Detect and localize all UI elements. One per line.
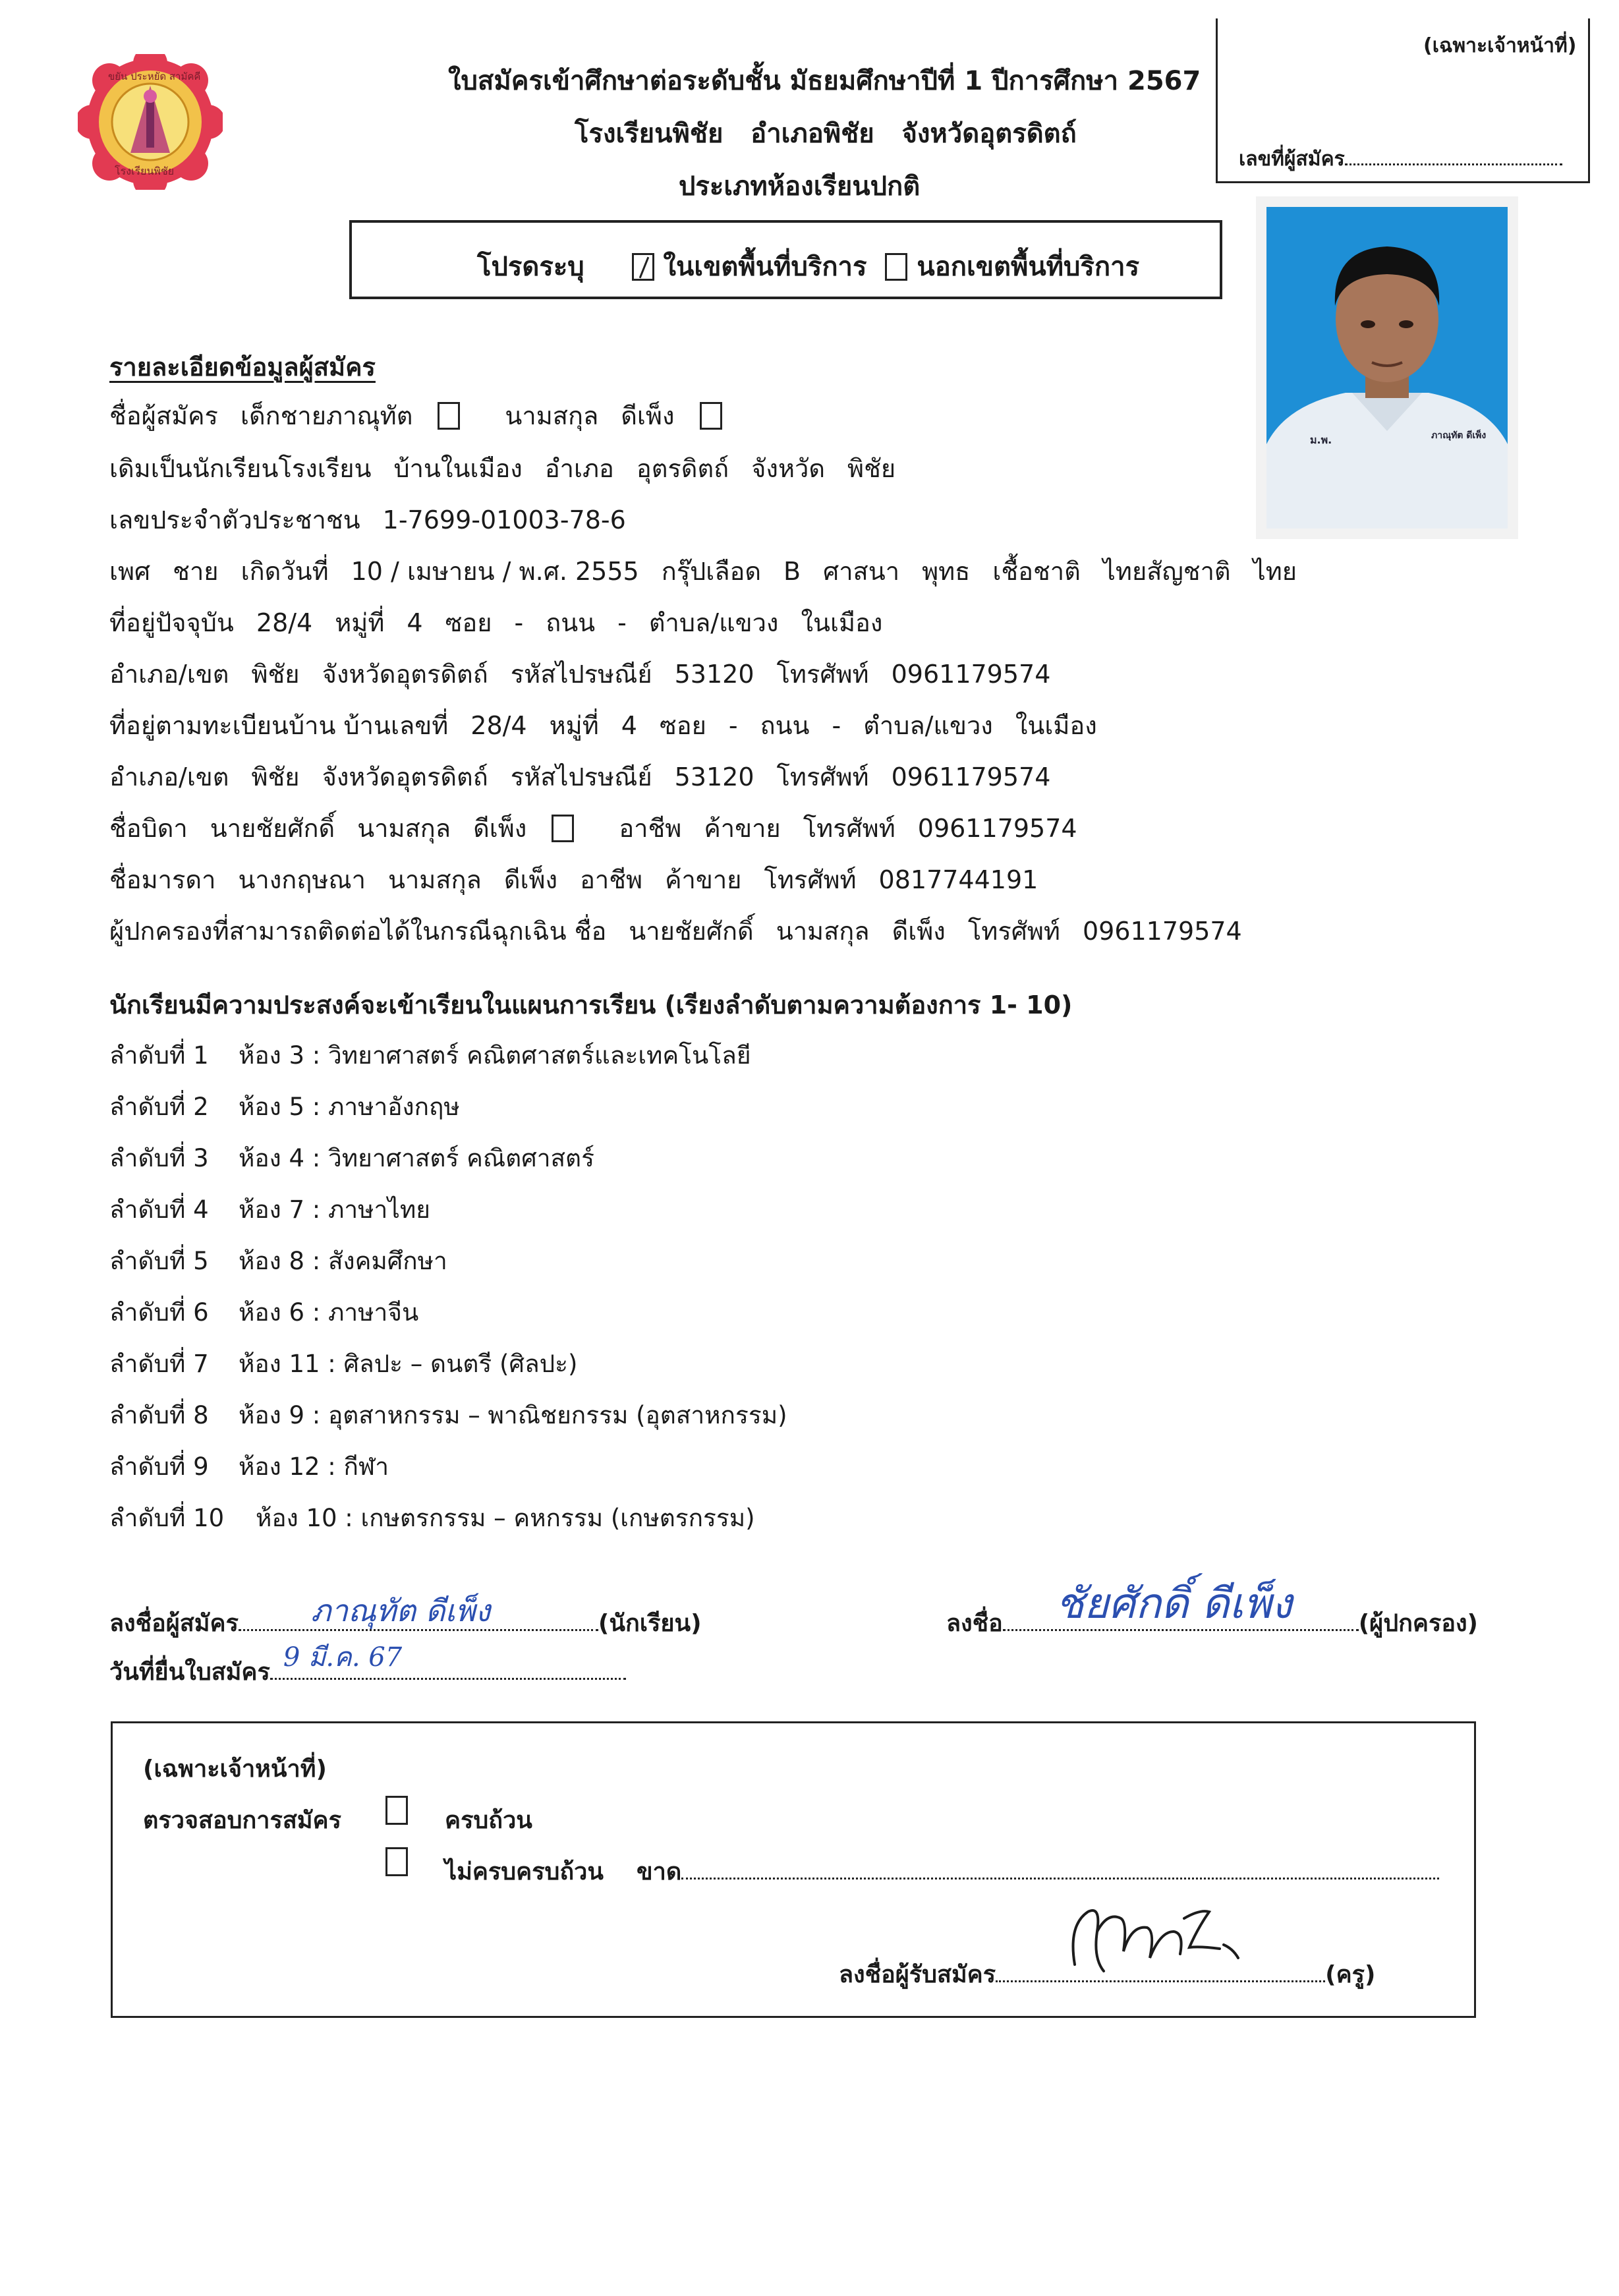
father-surname-label: นามสกุล	[357, 814, 451, 843]
row-father	[109, 808, 1100, 848]
guardian-signature-line[interactable]	[946, 1580, 1478, 1642]
applicant-number[interactable]	[1239, 144, 1562, 175]
preference-rank: ลำดับที่ 7	[109, 1350, 209, 1378]
details-heading: รายละเอียดข้อมูลผู้สมัคร	[109, 353, 376, 382]
father-label: ชื่อบิดา	[109, 814, 188, 843]
preference-room: ห้อง 5 : ภาษาอังกฤษ	[239, 1093, 460, 1121]
submit-date-line[interactable]	[109, 1642, 626, 1690]
id-value: 1-7699-01003-78-6	[382, 505, 626, 534]
row-mother	[109, 859, 1060, 900]
mother-surname: ดีเพ็ง	[503, 865, 558, 894]
prev-province-label: จังหวัด	[751, 454, 826, 483]
receiver-role: (ครู)	[1325, 1961, 1376, 1988]
id-label: เลขประจำตัวประชาชน	[109, 505, 360, 534]
reg-phone-value: 0961179574	[891, 762, 1051, 791]
applicant-signature-label: ลงชื่อผู้สมัคร	[109, 1610, 239, 1637]
applicant-role: (นักเรียน)	[598, 1610, 702, 1637]
phone-value: 0961179574	[891, 660, 1051, 689]
preference-rank: ลำดับที่ 6	[109, 1298, 209, 1327]
incomplete-label: ไม่ครบครบถ้วน	[445, 1858, 604, 1885]
area-prompt: โปรดระบุ	[477, 252, 584, 282]
receiver-handwritten-signature	[1068, 1885, 1246, 1984]
row-prev-school	[109, 448, 918, 488]
out-area-label: นอกเขตพื้นที่บริการ	[917, 252, 1140, 282]
guardian-name: นายชัยศักดิ์	[629, 917, 754, 946]
preference-item	[109, 1344, 577, 1383]
father-phone-label: โทรศัพท์	[803, 814, 895, 843]
reg-addr-no: 28/4	[470, 711, 527, 740]
row-name	[109, 395, 745, 436]
row-current-address	[109, 602, 905, 643]
in-area-checkbox[interactable]	[632, 253, 654, 281]
receiver-signature-line[interactable]	[839, 1955, 1375, 1993]
staff-box	[111, 1721, 1476, 2018]
in-area-label: ในเขตพื้นที่บริการ	[663, 252, 867, 282]
preference-item	[109, 1242, 447, 1280]
reg-soi-value: -	[728, 711, 738, 740]
preference-item	[109, 1139, 594, 1178]
preference-room: ห้อง 9 : อุตสาหกรรม – พาณิชยกรรม (อุตสาหกรรม)	[239, 1401, 787, 1429]
logo-text-bottom: โรงเรียนพิชัย	[115, 165, 175, 177]
name-value: เด็กชายภาณุทัต	[240, 401, 413, 430]
guardian-role: (ผู้ปกครอง)	[1358, 1610, 1478, 1637]
sex-label: เพศ	[109, 557, 151, 586]
receiver-signature-label: ลงชื่อผู้รับสมัคร	[839, 1961, 996, 1988]
mother-occupation: ค้าขาย	[665, 865, 742, 894]
father-name: นายชัยศักดิ์	[210, 814, 335, 843]
prev-school-label: เดิมเป็นนักเรียนโรงเรียน	[109, 454, 372, 483]
photo-badge-left: ม.พ.	[1310, 434, 1332, 446]
check-application-label: ตรวจสอบการสมัคร	[143, 1807, 341, 1834]
reg-postcode-label: รหัสไปรษณีย์	[510, 762, 652, 791]
birth-value: 10 / เมษายน / พ.ศ. 2555	[351, 557, 639, 586]
preference-rank: ลำดับที่ 2	[109, 1093, 209, 1121]
name-label: ชื่อผู้สมัคร	[109, 401, 218, 430]
addr-no: 28/4	[256, 608, 313, 637]
preference-item	[109, 1447, 389, 1486]
reg-road-value: -	[832, 711, 841, 740]
school-line: โรงเรียนพิชัย อำเภอพิชัย จังหวัดอุตรดิตถ์	[575, 119, 1077, 149]
applicant-number-label: เลขที่ผู้สมัคร	[1239, 148, 1345, 171]
name-checkbox[interactable]	[438, 402, 460, 430]
soi-label: ซอย	[445, 608, 492, 637]
row-registered-address	[109, 705, 1120, 745]
reg-moo-label: หมู่ที่	[549, 711, 599, 740]
preference-room: ห้อง 10 : เกษตรกรรม – คหกรรม (เกษตรกรรม)	[256, 1504, 755, 1532]
submit-date-handwritten: 9 มี.ค. 67	[283, 1642, 403, 1673]
subdistrict-label: ตำบล/แขวง	[648, 608, 779, 637]
father-occupation: ค้าขาย	[704, 814, 781, 843]
road-value: -	[617, 608, 627, 637]
nation-value: ไทย	[1253, 557, 1297, 586]
postcode-label: รหัสไปรษณีย์	[510, 660, 652, 689]
reg-amphoe-value: พิชัย	[251, 762, 300, 791]
race-value: ไทย	[1102, 557, 1147, 586]
preference-room: ห้อง 3 : วิทยาศาสตร์ คณิตศาสตร์และเทคโนโลยี	[239, 1041, 751, 1070]
mother-phone-label: โทรศัพท์	[764, 865, 857, 894]
prev-district-value: อุตรดิตถ์	[636, 454, 729, 483]
preference-room: ห้อง 12 : กีฬา	[239, 1452, 389, 1481]
prev-district-label: อำเภอ	[544, 454, 614, 483]
incomplete-line[interactable]	[445, 1852, 1439, 1890]
guardian-handwritten-signature: ชัยศักดิ์ ดีเพ็ง	[1055, 1580, 1292, 1628]
preference-room: ห้อง 7 : ภาษาไทย	[239, 1195, 430, 1224]
moo-label: หมู่ที่	[335, 608, 385, 637]
soi-value: -	[514, 608, 524, 637]
missing-label: ขาด	[637, 1858, 682, 1885]
reg-postcode-value: 53120	[674, 762, 754, 791]
service-area-box	[349, 220, 1222, 299]
reg-soi-label: ซอย	[659, 711, 706, 740]
postcode-value: 53120	[674, 660, 754, 689]
blood-label: กรุ๊ปเลือด	[661, 557, 762, 586]
religion-value: พุทธ	[922, 557, 971, 586]
complete-checkbox[interactable]	[385, 1796, 408, 1825]
preference-rank: ลำดับที่ 3	[109, 1144, 209, 1172]
preference-rank: ลำดับที่ 9	[109, 1452, 209, 1481]
moo-value: 4	[407, 608, 423, 637]
preference-item	[109, 1293, 418, 1332]
changwat-label: จังหวัด	[322, 660, 396, 689]
amphoe-value: พิชัย	[251, 660, 300, 689]
staff-box-title: (เฉพาะเจ้าหน้าที่)	[143, 1756, 327, 1783]
preference-rank: ลำดับที่ 5	[109, 1247, 209, 1275]
guardian-surname: ดีเพ็ง	[892, 917, 946, 946]
sex-value: ชาย	[173, 557, 219, 586]
phone-label: โทรศัพท์	[776, 660, 869, 689]
preference-room: ห้อง 11 : ศิลปะ – ดนตรี (ศิลปะ)	[239, 1350, 578, 1378]
subdistrict-value: ในเมือง	[801, 608, 883, 637]
preference-item	[109, 1396, 787, 1435]
row-guardian	[109, 911, 1264, 951]
classroom-type: ประเภทห้องเรียนปกติ	[679, 171, 921, 202]
mother-occupation-label: อาชีพ	[580, 865, 643, 894]
father-surname: ดีเพ็ง	[473, 814, 527, 843]
birth-label: เกิดวันที่	[241, 557, 329, 586]
student-photo	[1256, 196, 1518, 539]
reg-road-label: ถนน	[760, 711, 810, 740]
race-label: เชื้อชาติ	[992, 557, 1081, 586]
preference-item	[109, 1036, 751, 1075]
preferences-heading: นักเรียนมีความประสงค์จะเข้าเรียนในแผนการเรียน (เรียงลำดับตามความต้องการ 1- 10)	[109, 990, 1073, 1019]
reg-amphoe-label: อำเภอ/เขต	[109, 762, 229, 791]
applicant-signature-line[interactable]	[109, 1593, 702, 1642]
surname-value: ดีเพ็ง	[621, 401, 675, 430]
mother-name: นางกฤษณา	[238, 865, 366, 894]
applicant-handwritten-signature: ภาณุทัต ดีเพ็ง	[310, 1593, 490, 1628]
preference-item	[109, 1190, 430, 1229]
addr-label: ที่อยู่ปัจจุบัน	[109, 608, 234, 637]
religion-label: ศาสนา	[823, 557, 900, 586]
mother-surname-label: นามสกุล	[387, 865, 482, 894]
preference-item	[109, 1499, 755, 1537]
official-box	[1216, 18, 1590, 183]
reg-addr-label: ที่อยู่ตามทะเบียนบ้าน บ้านเลขที่	[109, 711, 449, 740]
preference-room: ห้อง 6 : ภาษาจีน	[239, 1298, 419, 1327]
preference-rank: ลำดับที่ 8	[109, 1401, 209, 1429]
photo-badge-right: ภาณุทัต ดีเพ็ง	[1431, 430, 1487, 441]
row-personal	[109, 551, 1319, 591]
reg-changwat-label: จังหวัด	[322, 762, 396, 791]
guardian-phone-label: โทรศัพท์	[967, 917, 1060, 946]
incomplete-checkbox[interactable]	[385, 1847, 408, 1876]
reg-changwat-value: อุตรดิตถ์	[395, 762, 488, 791]
reg-moo-value: 4	[621, 711, 637, 740]
prev-province-value: พิชัย	[847, 454, 896, 483]
row-id	[109, 500, 648, 540]
guardian-signature-label: ลงชื่อ	[946, 1610, 1003, 1637]
preference-rank: ลำดับที่ 4	[109, 1195, 209, 1224]
father-checkbox[interactable]	[552, 815, 574, 842]
form-title: ใบสมัครเข้าศึกษาต่อระดับชั้น มัธยมศึกษาปีที่ 1 ปีการศึกษา 2567	[448, 66, 1201, 96]
preference-item	[109, 1087, 460, 1126]
amphoe-label: อำเภอ/เขต	[109, 660, 229, 689]
preference-room: ห้อง 8 : สังคมศึกษา	[239, 1247, 447, 1275]
guardian-label: ผู้ปกครองที่สามารถติดต่อได้ในกรณีฉุกเฉิน ชื่อ	[109, 917, 607, 946]
row-current-district	[109, 654, 1073, 694]
surname-label: นามสกุล	[505, 401, 599, 430]
prev-school-value: บ้านในเมือง	[393, 454, 523, 483]
complete-label: ครบถ้วน	[445, 1807, 532, 1834]
mother-label: ชื่อมารดา	[109, 865, 216, 894]
father-phone: 0961179574	[917, 814, 1077, 843]
submit-date-label: วันที่ยื่นใบสมัคร	[109, 1659, 270, 1686]
father-occupation-label: อาชีพ	[619, 814, 682, 843]
official-box-title: (เฉพาะเจ้าหน้าที่)	[1423, 34, 1577, 57]
changwat-value: อุตรดิตถ์	[395, 660, 488, 689]
row-registered-district	[109, 757, 1073, 797]
blood-value: B	[783, 557, 801, 586]
reg-subdistrict-value: ในเมือง	[1015, 711, 1097, 740]
road-label: ถนน	[546, 608, 596, 637]
logo-text-top: ขยัน ประหยัด สามัคคี	[108, 71, 201, 82]
nation-label: สัญชาติ	[1147, 557, 1231, 586]
mother-phone: 0817744191	[878, 865, 1038, 894]
reg-phone-label: โทรศัพท์	[776, 762, 869, 791]
guardian-surname-label: นามสกุล	[776, 917, 870, 946]
guardian-phone: 0961179574	[1082, 917, 1242, 946]
preference-rank: ลำดับที่ 10	[109, 1504, 225, 1532]
out-area-checkbox[interactable]	[885, 253, 907, 281]
school-logo	[78, 54, 223, 190]
preference-room: ห้อง 4 : วิทยาศาสตร์ คณิตศาสตร์	[239, 1144, 594, 1172]
preference-rank: ลำดับที่ 1	[109, 1041, 209, 1070]
reg-subdistrict-label: ตำบล/แขวง	[863, 711, 993, 740]
surname-checkbox[interactable]	[700, 402, 722, 430]
